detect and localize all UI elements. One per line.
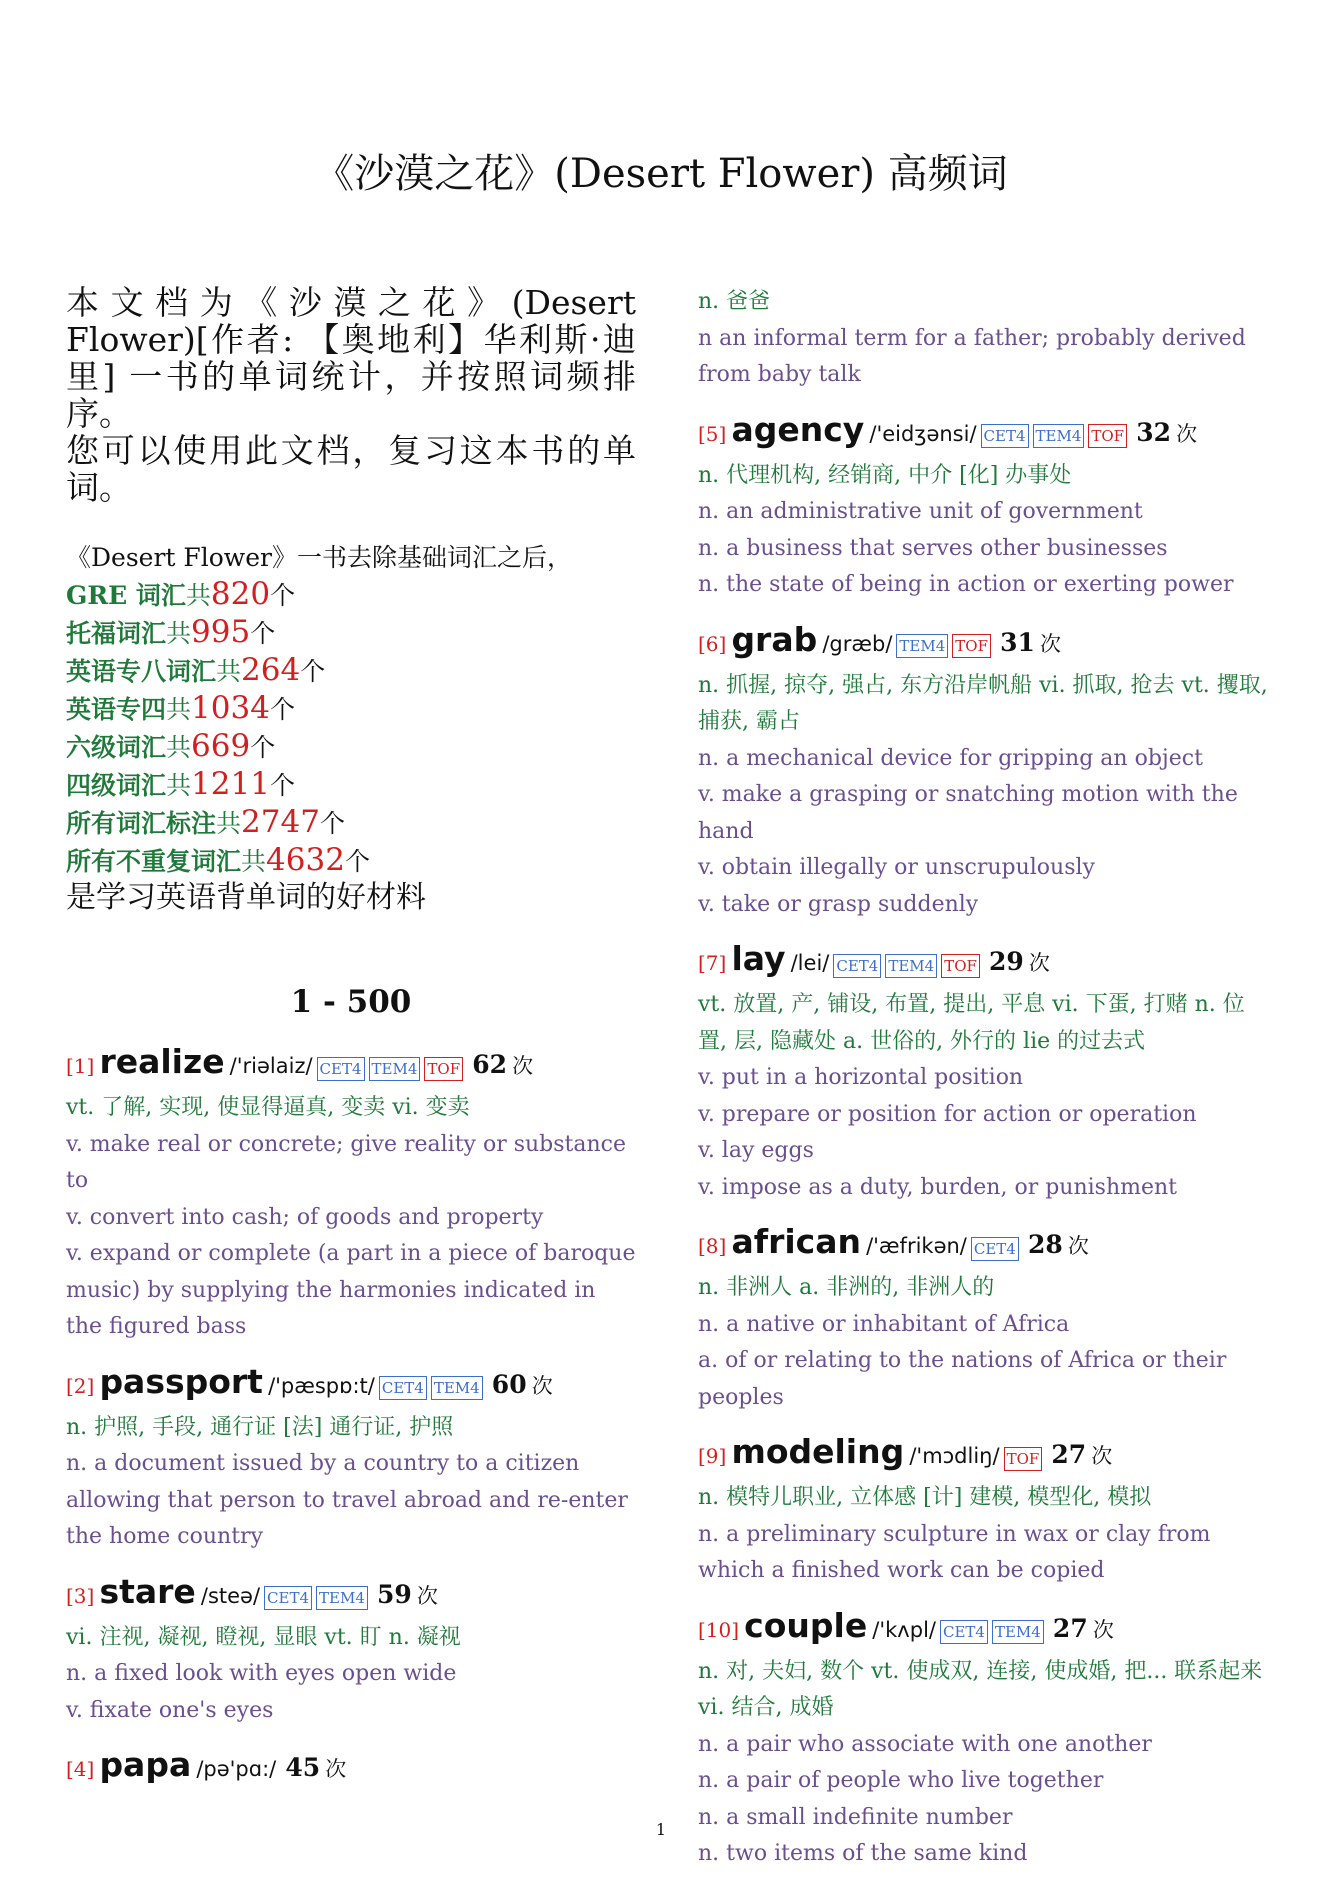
stat-mid: 共 bbox=[216, 809, 242, 838]
stat-row bbox=[66, 766, 636, 804]
stat-mid: 共 bbox=[166, 733, 192, 762]
stat-row bbox=[66, 728, 636, 766]
entry-frequency: 28 bbox=[1027, 1230, 1063, 1259]
exam-tag-tof: TOF bbox=[1088, 424, 1127, 448]
stat-row bbox=[66, 842, 636, 880]
entry-index: [8] bbox=[698, 1234, 727, 1258]
entry-word: lay bbox=[731, 939, 786, 978]
entry-frequency: 45 bbox=[285, 1753, 321, 1782]
stat-count: 264 bbox=[241, 652, 301, 688]
stats-lead: 《Desert Flower》一书去除基础词汇之后， bbox=[66, 543, 572, 572]
entry-english-definition: n. a mechanical device for gripping an object bbox=[698, 745, 1203, 771]
entry-english-definition: v. impose as a duty, burden, or punishment bbox=[698, 1174, 1178, 1200]
entry-english-definition: v. obtain illegally or unscrupulously bbox=[698, 855, 1095, 880]
entry-chinese-definition: vt. 了解, 实现, 使显得逼真, 变卖 vi. 变卖 bbox=[66, 1095, 470, 1120]
entry-frequency: 31 bbox=[1000, 627, 1035, 657]
entry-chinese-definition: n. 对, 夫妇, 数个 vt. 使成双, 连接, 使成婚, 把... 联系起来 vi. 结合, 成婚 bbox=[698, 1658, 1263, 1720]
entry-index: [2] bbox=[66, 1373, 95, 1398]
entry-index: [9] bbox=[698, 1444, 727, 1468]
frequency-unit: 次 bbox=[325, 1757, 347, 1781]
stat-row bbox=[66, 652, 636, 690]
entry-phonetic: /lei/ bbox=[790, 951, 830, 975]
intro bbox=[66, 284, 636, 506]
entry-index: [6] bbox=[698, 631, 727, 656]
word-entry bbox=[66, 1570, 636, 1730]
frequency-unit: 次 bbox=[1039, 631, 1061, 656]
entry-english-definition: n. a preliminary sculpture in wax or clay from which a finished work can be copied bbox=[698, 1521, 1211, 1583]
entry-index: [1] bbox=[66, 1054, 95, 1078]
entry-headword-line bbox=[698, 618, 1270, 668]
entry-frequency: 32 bbox=[1136, 417, 1171, 447]
entry-headword-line bbox=[66, 1743, 636, 1793]
stat-count: 4632 bbox=[266, 842, 345, 878]
entry-frequency: 60 bbox=[491, 1369, 527, 1399]
exam-tag-cet4: CET4 bbox=[971, 1237, 1019, 1261]
stat-label: 英语专四 bbox=[66, 695, 167, 724]
frequency-unit: 次 bbox=[1028, 951, 1050, 975]
word-entry bbox=[66, 1360, 636, 1556]
entry-headword-line bbox=[698, 408, 1270, 458]
frequency-unit: 次 bbox=[1091, 1444, 1113, 1468]
entry-phonetic: /'eidʒənsi/ bbox=[869, 421, 977, 446]
word-entry bbox=[698, 618, 1270, 924]
entry-frequency: 27 bbox=[1052, 1613, 1088, 1643]
word-entry bbox=[698, 1220, 1270, 1416]
word-entry bbox=[66, 1040, 636, 1346]
entry-chinese-definition: vi. 注视, 凝视, 瞪视, 显眼 vt. 盯 n. 凝视 bbox=[66, 1624, 461, 1650]
stat-unit: 个 bbox=[344, 847, 370, 876]
entry-phonetic: /'æfrikən/ bbox=[866, 1234, 967, 1258]
exam-tag-tof: TOF bbox=[424, 1057, 463, 1081]
entry-frequency: 59 bbox=[376, 1579, 412, 1609]
entry-word: realize bbox=[99, 1042, 225, 1081]
entry-english-definition: n. the state of being in action or exerting power bbox=[698, 572, 1234, 597]
stat-unit: 个 bbox=[250, 619, 276, 648]
entry-english-definition: n. a business that serves other businesses bbox=[698, 535, 1168, 561]
exam-tag-cet4: CET4 bbox=[981, 424, 1029, 448]
entry-word: papa bbox=[99, 1745, 192, 1784]
word-entry bbox=[698, 937, 1270, 1206]
entry-frequency: 27 bbox=[1051, 1440, 1087, 1469]
entry-word: stare bbox=[99, 1571, 196, 1611]
exam-tag-cet4: CET4 bbox=[264, 1586, 312, 1610]
entry-chinese-definition: n. 抓握, 掠夺, 强占, 东方沿岸帆船 vi. 抓取, 抢去 vt. 攫取, 捕获, 霸占 bbox=[698, 672, 1268, 734]
entry-english-definition: n. a small indefinite number bbox=[698, 1804, 1013, 1830]
entry-index: [10] bbox=[698, 1617, 740, 1642]
stat-row bbox=[66, 614, 636, 652]
left-column bbox=[66, 284, 636, 1807]
entry-english-definition: v. put in a horizontal position bbox=[698, 1065, 1024, 1090]
entry-frequency: 62 bbox=[472, 1050, 507, 1079]
intro-paragraph: 您可以使用此文档，复习这本书的单词。 bbox=[66, 431, 636, 507]
entry-english-definition: n. an administrative unit of government bbox=[698, 499, 1143, 524]
vocab-stats bbox=[66, 540, 636, 916]
stat-unit: 个 bbox=[269, 695, 295, 724]
exam-tag-cet4: CET4 bbox=[379, 1376, 427, 1400]
entry-english-definition: v. make real or concrete; give reality or substance to bbox=[66, 1131, 627, 1193]
entry-chinese-definition: n. 爸爸 bbox=[698, 289, 771, 314]
entry-index: [5] bbox=[698, 421, 727, 446]
exam-tag-tem4: TEM4 bbox=[369, 1057, 421, 1081]
exam-tag-tem4: TEM4 bbox=[316, 1586, 368, 1610]
entry-english-definition: v. fixate one's eyes bbox=[66, 1697, 274, 1723]
stat-unit: 个 bbox=[270, 581, 296, 610]
exam-tag-tem4: TEM4 bbox=[1033, 424, 1085, 448]
page-title: 《沙漠之花》(Desert Flower) 高频词 bbox=[314, 151, 1008, 197]
word-entry bbox=[698, 408, 1270, 604]
stat-row bbox=[66, 690, 636, 728]
entry-word: modeling bbox=[731, 1432, 905, 1471]
entry-english-definition: n. a pair of people who live together bbox=[698, 1768, 1104, 1793]
frequency-unit: 次 bbox=[1176, 421, 1198, 446]
stat-label: 四级词汇 bbox=[66, 771, 167, 800]
entry-english-definition: v. make a grasping or snatching motion with the hand bbox=[698, 782, 1238, 844]
entry-chinese-definition: vt. 放置, 产, 铺设, 布置, 提出, 平息 vi. 下蛋, 打赌 n. 位置, 层, 隐藏处 a. 世俗的, 外行的 lie 的过去式 bbox=[698, 992, 1245, 1054]
exam-tag-tem4: TEM4 bbox=[992, 1620, 1044, 1644]
stat-mid: 共 bbox=[241, 847, 267, 876]
entry-chinese-definition: n. 代理机构, 经销商, 中介 [化] 办事处 bbox=[698, 462, 1072, 488]
word-entry bbox=[66, 1743, 636, 1793]
exam-tag-tem4: TEM4 bbox=[431, 1376, 483, 1400]
entry-english-definition: n. two items of the same kind bbox=[698, 1841, 1028, 1866]
exam-tag-tof: TOF bbox=[941, 954, 980, 978]
stats-tail: 是学习英语背单词的好材料 bbox=[66, 880, 426, 915]
stat-count: 669 bbox=[191, 728, 251, 764]
entry-english-definition: n. a native or inhabitant of Africa bbox=[698, 1311, 1070, 1337]
stat-label: GRE 词汇 bbox=[66, 581, 186, 610]
entry-phonetic: /græb/ bbox=[822, 631, 893, 656]
entry-phonetic: /steə/ bbox=[200, 1583, 261, 1608]
entry-headword-line bbox=[66, 1040, 636, 1090]
entry-word: agency bbox=[731, 409, 865, 449]
entry-english-definition: n. a fixed look with eyes open wide bbox=[66, 1661, 457, 1686]
stat-label: 所有不重复词汇 bbox=[66, 847, 242, 876]
entry-english-definition: v. prepare or position for action or operation bbox=[698, 1101, 1197, 1127]
entry-chinese-definition: n. 非洲人 a. 非洲的, 非洲人的 bbox=[698, 1275, 995, 1300]
stat-count: 995 bbox=[191, 614, 251, 650]
exam-tag-tem4: TEM4 bbox=[896, 634, 948, 658]
frequency-unit: 次 bbox=[416, 1583, 438, 1608]
entry-word: african bbox=[731, 1222, 861, 1261]
entry-index: [7] bbox=[698, 951, 727, 975]
stat-label: 所有词汇标注 bbox=[66, 809, 217, 838]
stat-mid: 共 bbox=[216, 657, 242, 686]
exam-tag-tof: TOF bbox=[1004, 1447, 1043, 1471]
entry-headword-line bbox=[698, 1430, 1270, 1480]
stat-count: 1034 bbox=[191, 690, 270, 726]
entry-english-definition: v. expand or complete (a part in a piece of baroque music) by supplying the harmonies indicated in the figured bass bbox=[66, 1241, 636, 1339]
stat-unit: 个 bbox=[250, 733, 276, 762]
entry-chinese-definition: n. 模特儿职业, 立体感 [计] 建模, 模型化, 模拟 bbox=[698, 1485, 1152, 1510]
frequency-unit: 次 bbox=[531, 1373, 553, 1398]
entry-headword-line bbox=[698, 937, 1270, 987]
entry-word: couple bbox=[744, 1605, 868, 1645]
stat-unit: 个 bbox=[300, 657, 326, 686]
entry-headword-line bbox=[66, 1360, 636, 1410]
exam-tag-tof: TOF bbox=[952, 634, 991, 658]
frequency-unit: 次 bbox=[1067, 1234, 1089, 1258]
stat-unit: 个 bbox=[269, 771, 295, 800]
frequency-unit: 次 bbox=[512, 1054, 534, 1078]
entry-english-definition: v. lay eggs bbox=[698, 1138, 814, 1163]
stat-count: 1211 bbox=[191, 766, 270, 802]
stat-row bbox=[66, 804, 636, 842]
page-number: 1 bbox=[655, 1820, 667, 1839]
entry-phonetic: /'pæspɒ:t/ bbox=[268, 1373, 375, 1398]
exam-tag-cet4: CET4 bbox=[940, 1620, 988, 1644]
stat-label: 英语专八词汇 bbox=[66, 657, 217, 686]
exam-tag-tem4: TEM4 bbox=[885, 954, 937, 978]
stat-mid: 共 bbox=[185, 581, 211, 610]
entry-phonetic: /pə'pɑ:/ bbox=[196, 1757, 277, 1781]
stat-unit: 个 bbox=[319, 809, 345, 838]
entry-frequency: 29 bbox=[989, 947, 1024, 976]
entry-word: passport bbox=[99, 1361, 263, 1401]
stat-label: 六级词汇 bbox=[66, 733, 167, 762]
entry-headword-line bbox=[698, 1604, 1270, 1654]
entry-headword-line bbox=[698, 1220, 1270, 1270]
intro-paragraph: 本文档为《沙漠之花》(Desert Flower)[作者: 【奥地利】华利斯·迪里] 一书的单词统计，并按照词频排序。 bbox=[66, 283, 636, 433]
entry-english-definition: v. take or grasp suddenly bbox=[698, 891, 979, 917]
stat-mid: 共 bbox=[166, 771, 192, 800]
entry-phonetic: /'kʌpl/ bbox=[872, 1617, 936, 1642]
entry-english-definition: n an informal term for a father; probably derived from baby talk bbox=[698, 325, 1246, 387]
entry-headword-line bbox=[66, 1570, 636, 1620]
entry-word: grab bbox=[731, 619, 818, 659]
stat-mid: 共 bbox=[166, 695, 192, 724]
entry-chinese-definition: n. 护照, 手段, 通行证 [法] 通行证, 护照 bbox=[66, 1414, 454, 1440]
exam-tag-cet4: CET4 bbox=[317, 1057, 365, 1081]
frequency-unit: 次 bbox=[1092, 1617, 1114, 1642]
entry-index: [3] bbox=[66, 1583, 95, 1608]
range-heading: 1 - 500 bbox=[290, 984, 412, 1020]
entry-english-definition: v. convert into cash; of goods and property bbox=[66, 1204, 544, 1230]
entry-phonetic: /'riəlaiz/ bbox=[229, 1054, 313, 1078]
stat-row bbox=[66, 576, 636, 614]
stat-count: 820 bbox=[210, 576, 271, 612]
entry-english-definition: n. a pair who associate with one another bbox=[698, 1731, 1152, 1757]
stat-mid: 共 bbox=[166, 619, 192, 648]
stat-label: 托福词汇 bbox=[66, 619, 167, 648]
word-entry bbox=[698, 1430, 1270, 1590]
word-entry bbox=[698, 284, 1270, 394]
entry-english-definition: a. of or relating to the nations of Africa or their peoples bbox=[698, 1348, 1227, 1410]
right-column bbox=[698, 290, 1270, 1887]
exam-tag-cet4: CET4 bbox=[833, 954, 881, 978]
entry-index: [4] bbox=[66, 1757, 95, 1781]
entry-phonetic: /'mɔdliŋ/ bbox=[909, 1444, 1000, 1468]
entry-english-definition: n. a document issued by a country to a citizen allowing that person to travel abroad and re-enter the home country bbox=[66, 1451, 628, 1549]
stat-count: 2747 bbox=[241, 804, 320, 840]
